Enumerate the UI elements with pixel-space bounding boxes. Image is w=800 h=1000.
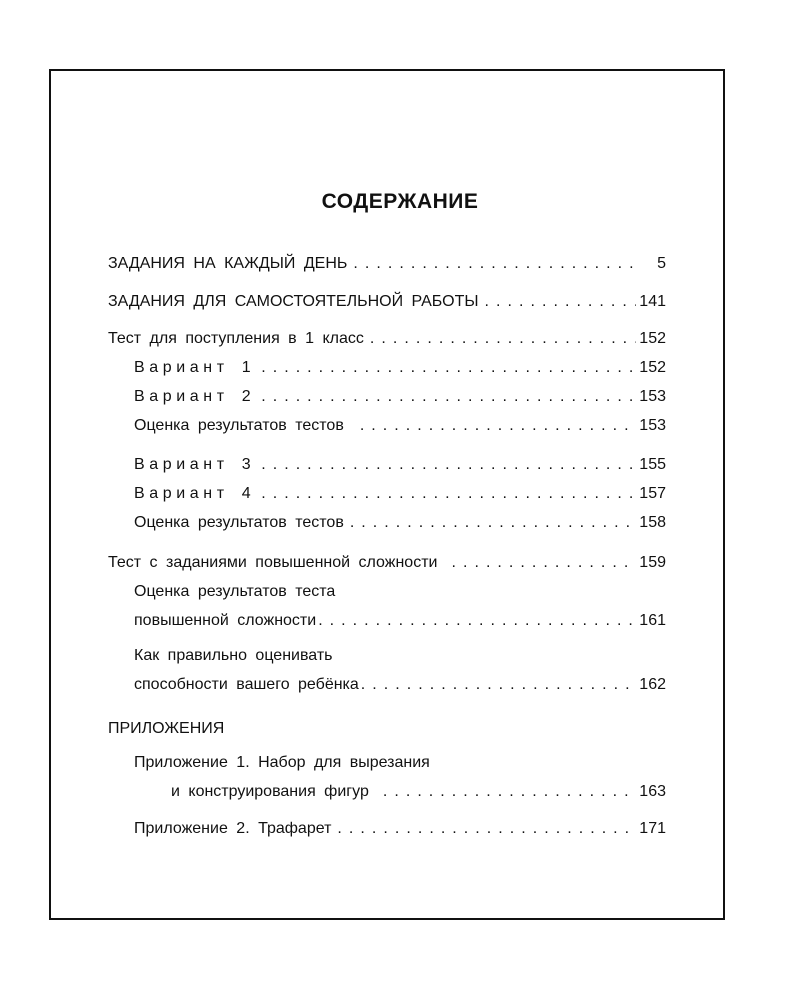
toc-entry-text: Тест с заданиями повышенной сложности [108,554,438,571]
toc-page-number: 159 [639,554,666,571]
toc-leader-dots [359,674,636,696]
toc-entry-text: Вариант 3 [134,456,256,473]
toc-entry-text: Тест для поступления в 1 класс [108,330,364,347]
toc-entry-text: повышенной сложности [134,612,317,629]
toc-leader-dots [344,512,636,534]
toc-entry-advanced-test[interactable] [108,552,666,574]
toc-page-number: 171 [639,820,666,837]
toc-page-number: 163 [639,783,666,800]
toc-entry-variant-2[interactable] [134,386,666,408]
toc-entry-text: Оценка результатов теста [134,583,336,600]
toc-page-number: 5 [657,255,666,272]
toc-leader-dots [344,415,636,437]
toc-page-number: 152 [639,359,666,376]
toc-entry-text: и конструирования фигур [171,783,369,800]
toc-leader-dots [255,483,636,505]
toc-leader-dots [369,781,636,803]
toc-leader-dots [255,386,636,408]
toc-entry-test-results-1[interactable] [134,415,666,437]
toc-entry-appendix-2[interactable] [134,818,666,840]
toc-entry-text: Приложение 2. Трафарет [134,820,332,837]
toc-page-number: 161 [639,612,666,629]
toc-entry-text: Оценка результатов тестов [134,514,344,531]
toc-entry-appendices[interactable] [108,718,666,740]
page-title: СОДЕРЖАНИЕ [321,190,479,213]
toc-entry-text: способности вашего ребёнка [134,676,359,693]
toc-leader-dots [316,610,636,632]
toc-entry-text: ЗАДАНИЯ НА КАЖДЫЙ ДЕНЬ [108,255,348,272]
toc-leader-dots [437,552,636,574]
toc-page-number: 155 [639,456,666,473]
toc-entry-text: Приложение 1. Набор для вырезания [134,754,430,771]
toc-leader-dots [331,818,636,840]
toc-page-number: 158 [639,514,666,531]
toc-entry-daily-tasks[interactable] [108,253,666,275]
toc-page-number: 153 [639,388,666,405]
toc-entry-text: ЗАДАНИЯ ДЛЯ САМОСТОЯТЕЛЬНОЙ РАБОТЫ [108,293,479,310]
toc-entry-text: Вариант 4 [134,485,256,502]
toc-entry-child-ability-line2[interactable] [134,674,666,696]
toc-leader-dots [479,291,636,313]
toc-entry-text: Вариант 2 [134,388,256,405]
toc-entry-entrance-test[interactable] [108,328,666,350]
toc-page-number: 141 [639,293,666,310]
toc-page-number: 153 [639,417,666,434]
toc-page-number: 157 [639,485,666,502]
toc-entry-text: Вариант 1 [134,359,256,376]
toc-page-number: 152 [639,330,666,347]
toc-entry-child-ability-line1[interactable] [134,645,666,667]
toc-entry-appendix-1-line1[interactable] [134,752,666,774]
toc-page-number: 162 [639,676,666,693]
toc-entry-advanced-results-line2[interactable] [134,610,666,632]
toc-entry-independent-work[interactable] [108,291,666,313]
toc-entry-text: Оценка результатов тестов [134,417,344,434]
toc-entry-variant-1[interactable] [134,357,666,379]
toc-entry-variant-4[interactable] [134,483,666,505]
toc-leader-dots [347,253,636,275]
toc-leader-dots [364,328,636,350]
toc-entry-advanced-results-line1[interactable] [134,581,666,603]
toc-entry-variant-3[interactable] [134,454,666,476]
toc-entry-text: ПРИЛОЖЕНИЯ [108,720,225,737]
toc-leader-dots [255,357,636,379]
toc-entry-test-results-2[interactable] [134,512,666,534]
toc-entry-appendix-1-line2[interactable] [171,781,666,803]
toc-entry-text: Как правильно оценивать [134,647,333,664]
toc-leader-dots [255,454,636,476]
